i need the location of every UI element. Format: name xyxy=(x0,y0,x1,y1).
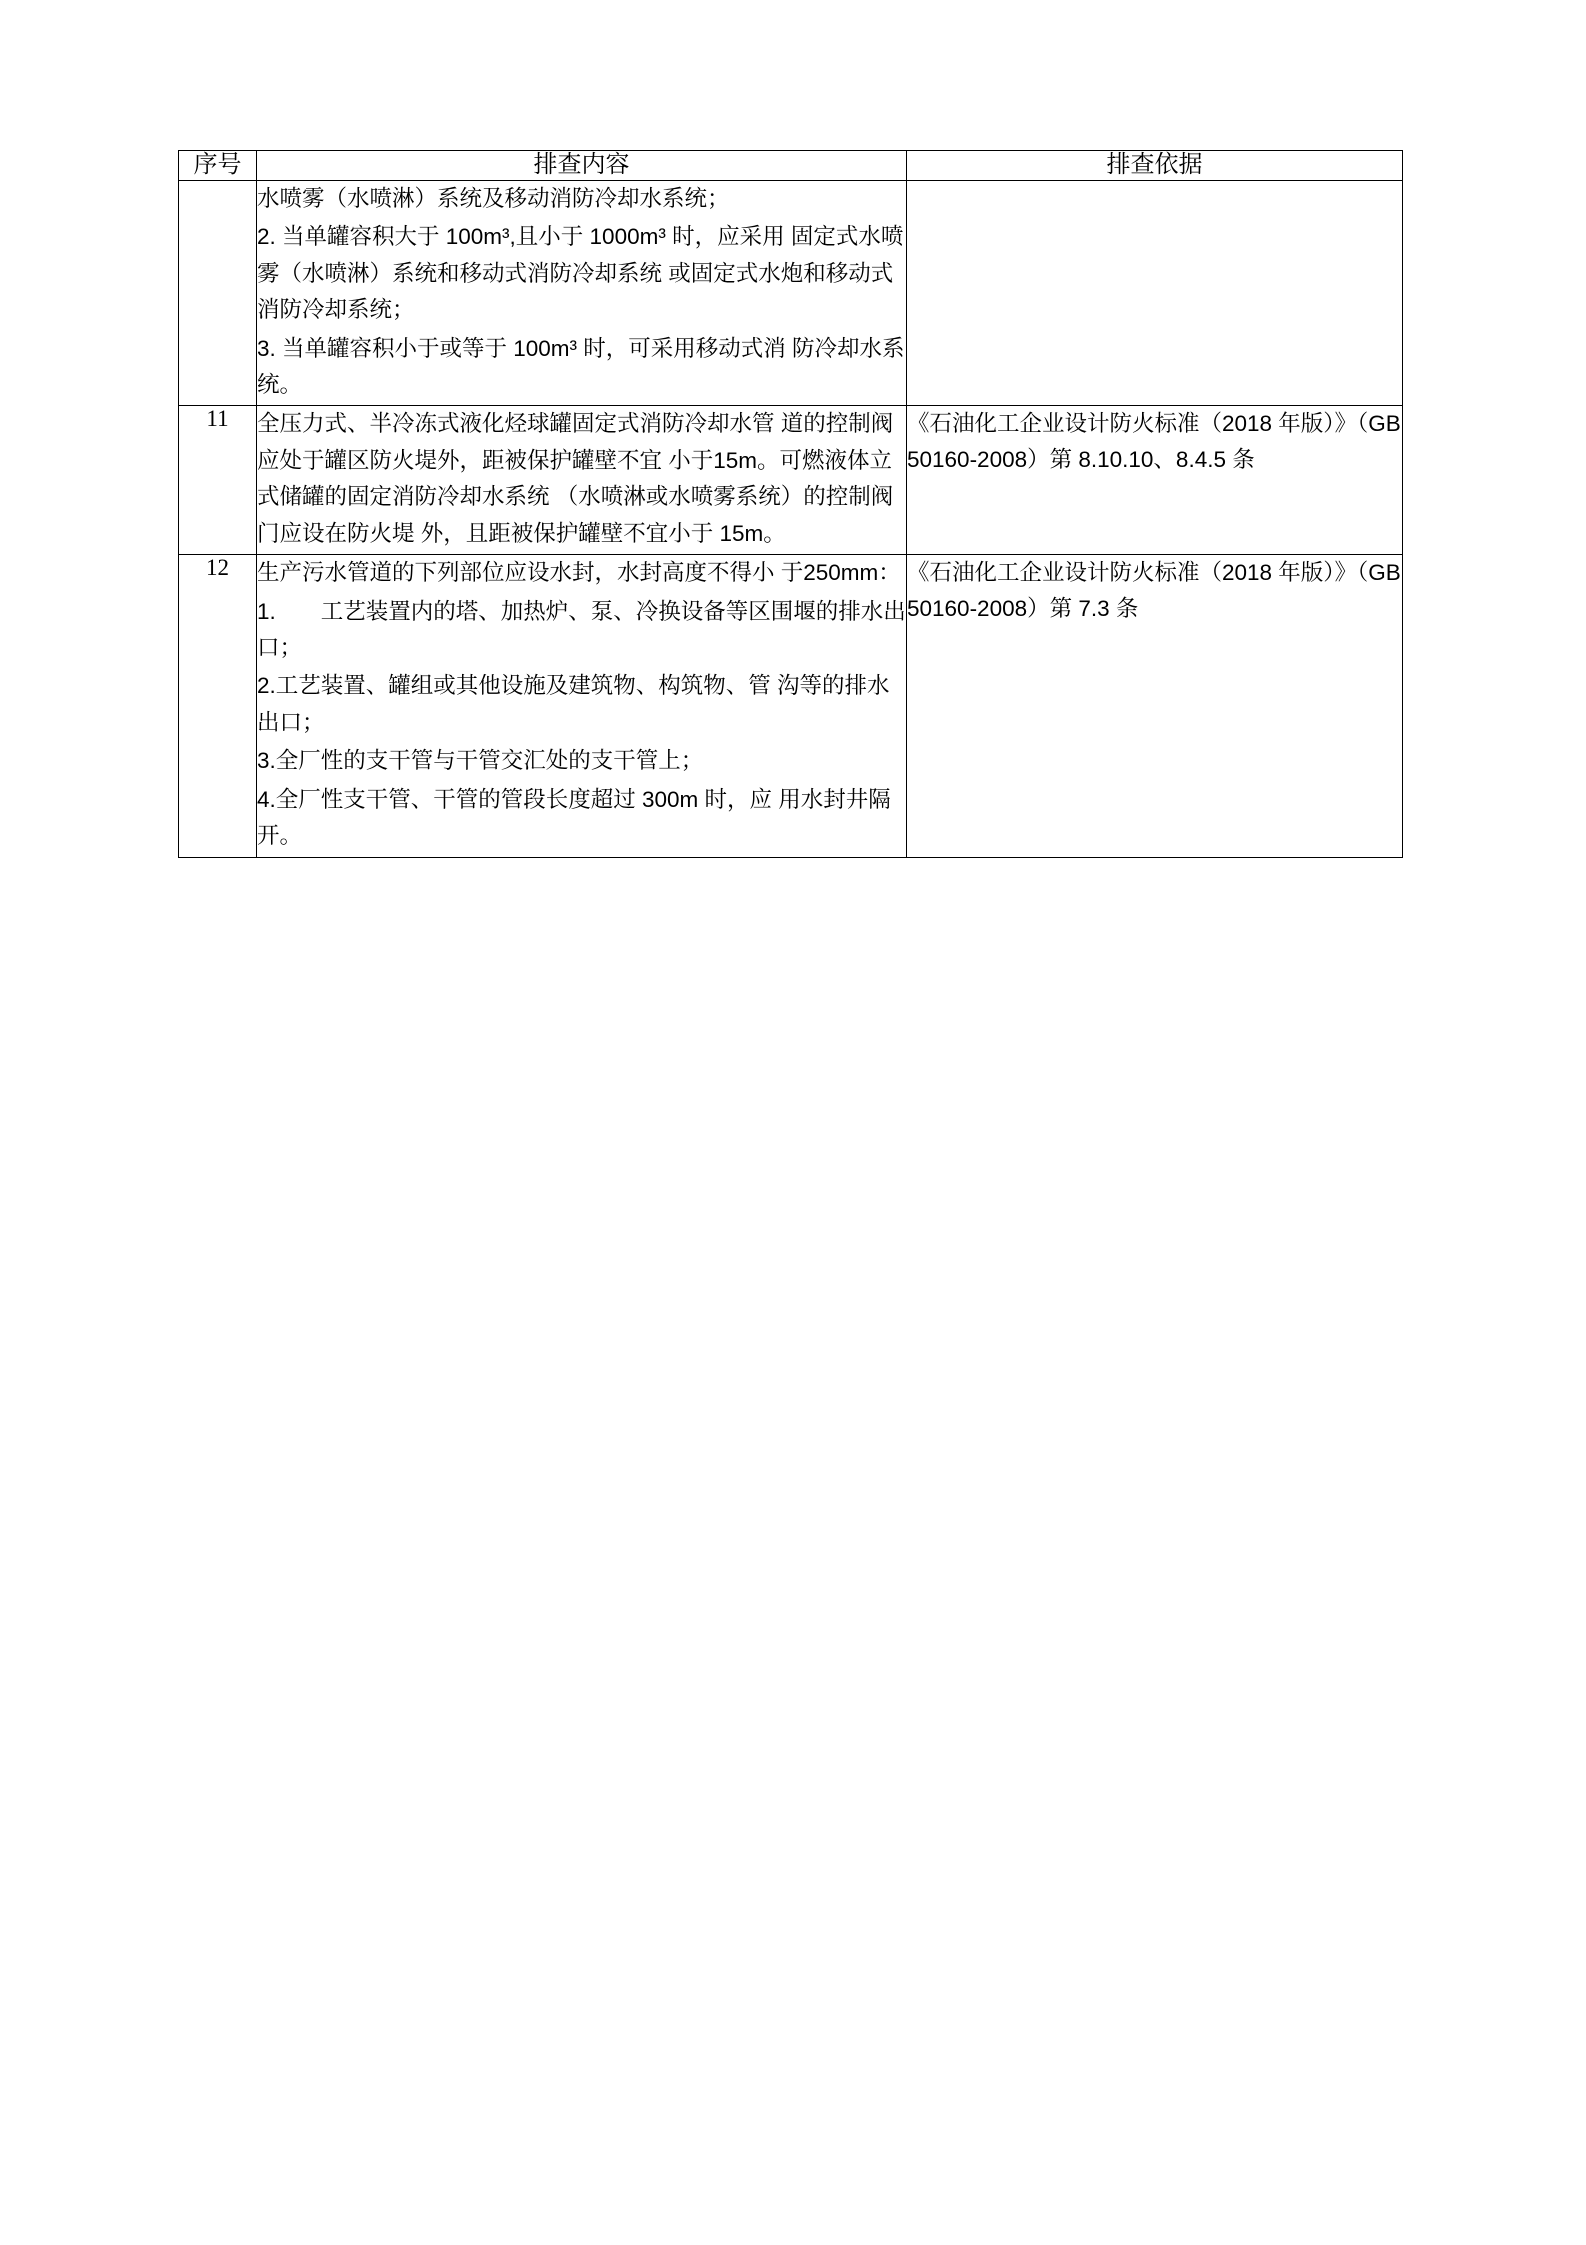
row-content xyxy=(257,406,907,555)
column-header-basis: 排查依据 xyxy=(907,151,1403,181)
table-body xyxy=(179,180,1403,857)
row-basis: 《石油化工企业设计防火标准（2018 年版）》（GB 50160-2008）第 8.10.10、8.4.5 条 xyxy=(907,406,1403,555)
table-header xyxy=(179,151,1403,181)
inspection-table xyxy=(178,150,1403,858)
row-basis xyxy=(907,180,1403,406)
content-line: 2.工艺装置、罐组或其他设施及建筑物、构筑物、管 沟等的排水出口； xyxy=(257,673,890,735)
content-line: 全压力式、半冷冻式液化烃球罐固定式消防冷却水管 道的控制阀应处于罐区防火堤外，距被保护罐壁不宜 小于15m。可燃液体立式储罐的固定消防冷却水系统 （水喷淋或水喷雾系统）的控制阀门应设在防火堤 外，且距被保护罐壁不宜小于 15m。 xyxy=(257,411,894,546)
content-line: 生产污水管道的下列部位应设水封，水封高度不得小 于250mm： xyxy=(257,560,901,586)
row-number: 12 xyxy=(179,555,257,858)
row-content xyxy=(257,555,907,858)
table-row xyxy=(179,180,1403,406)
row-content xyxy=(257,180,907,406)
column-header-no: 序号 xyxy=(179,151,257,181)
table-header-row xyxy=(179,151,1403,181)
column-header-content: 排查内容 xyxy=(257,151,907,181)
table-row xyxy=(179,555,1403,858)
content-line: 2. 当单罐容积大于 100m³,且小于 1000m³ 时，应采用 固定式水喷雾（水喷淋）系统和移动式消防冷却系统 或固定式水炮和移动式消防冷却系统； xyxy=(257,224,904,323)
row-number xyxy=(179,180,257,406)
content-line: 4.全厂性支干管、干管的管段长度超过 300m 时，应 用水封井隔开。 xyxy=(257,786,891,849)
content-line: 水喷雾（水喷淋）系统及移动消防冷却水系统； xyxy=(257,185,730,211)
row-basis: 《石油化工企业设计防火标准（2018 年版）》（GB 50160-2008）第 7.3 条 xyxy=(907,555,1403,858)
content-line: 3.全厂性的支干管与干管交汇处的支干管上； xyxy=(257,748,704,774)
content-line: 1. 工艺装置内的塔、加热炉、泵、冷换设备等区围堰的排水出口； xyxy=(257,598,906,661)
row-number: 11 xyxy=(179,406,257,555)
content-line: 3. 当单罐容积小于或等于 100m³ 时，可采用移动式消 防冷却水系统。 xyxy=(257,335,905,397)
table-row xyxy=(179,406,1403,555)
